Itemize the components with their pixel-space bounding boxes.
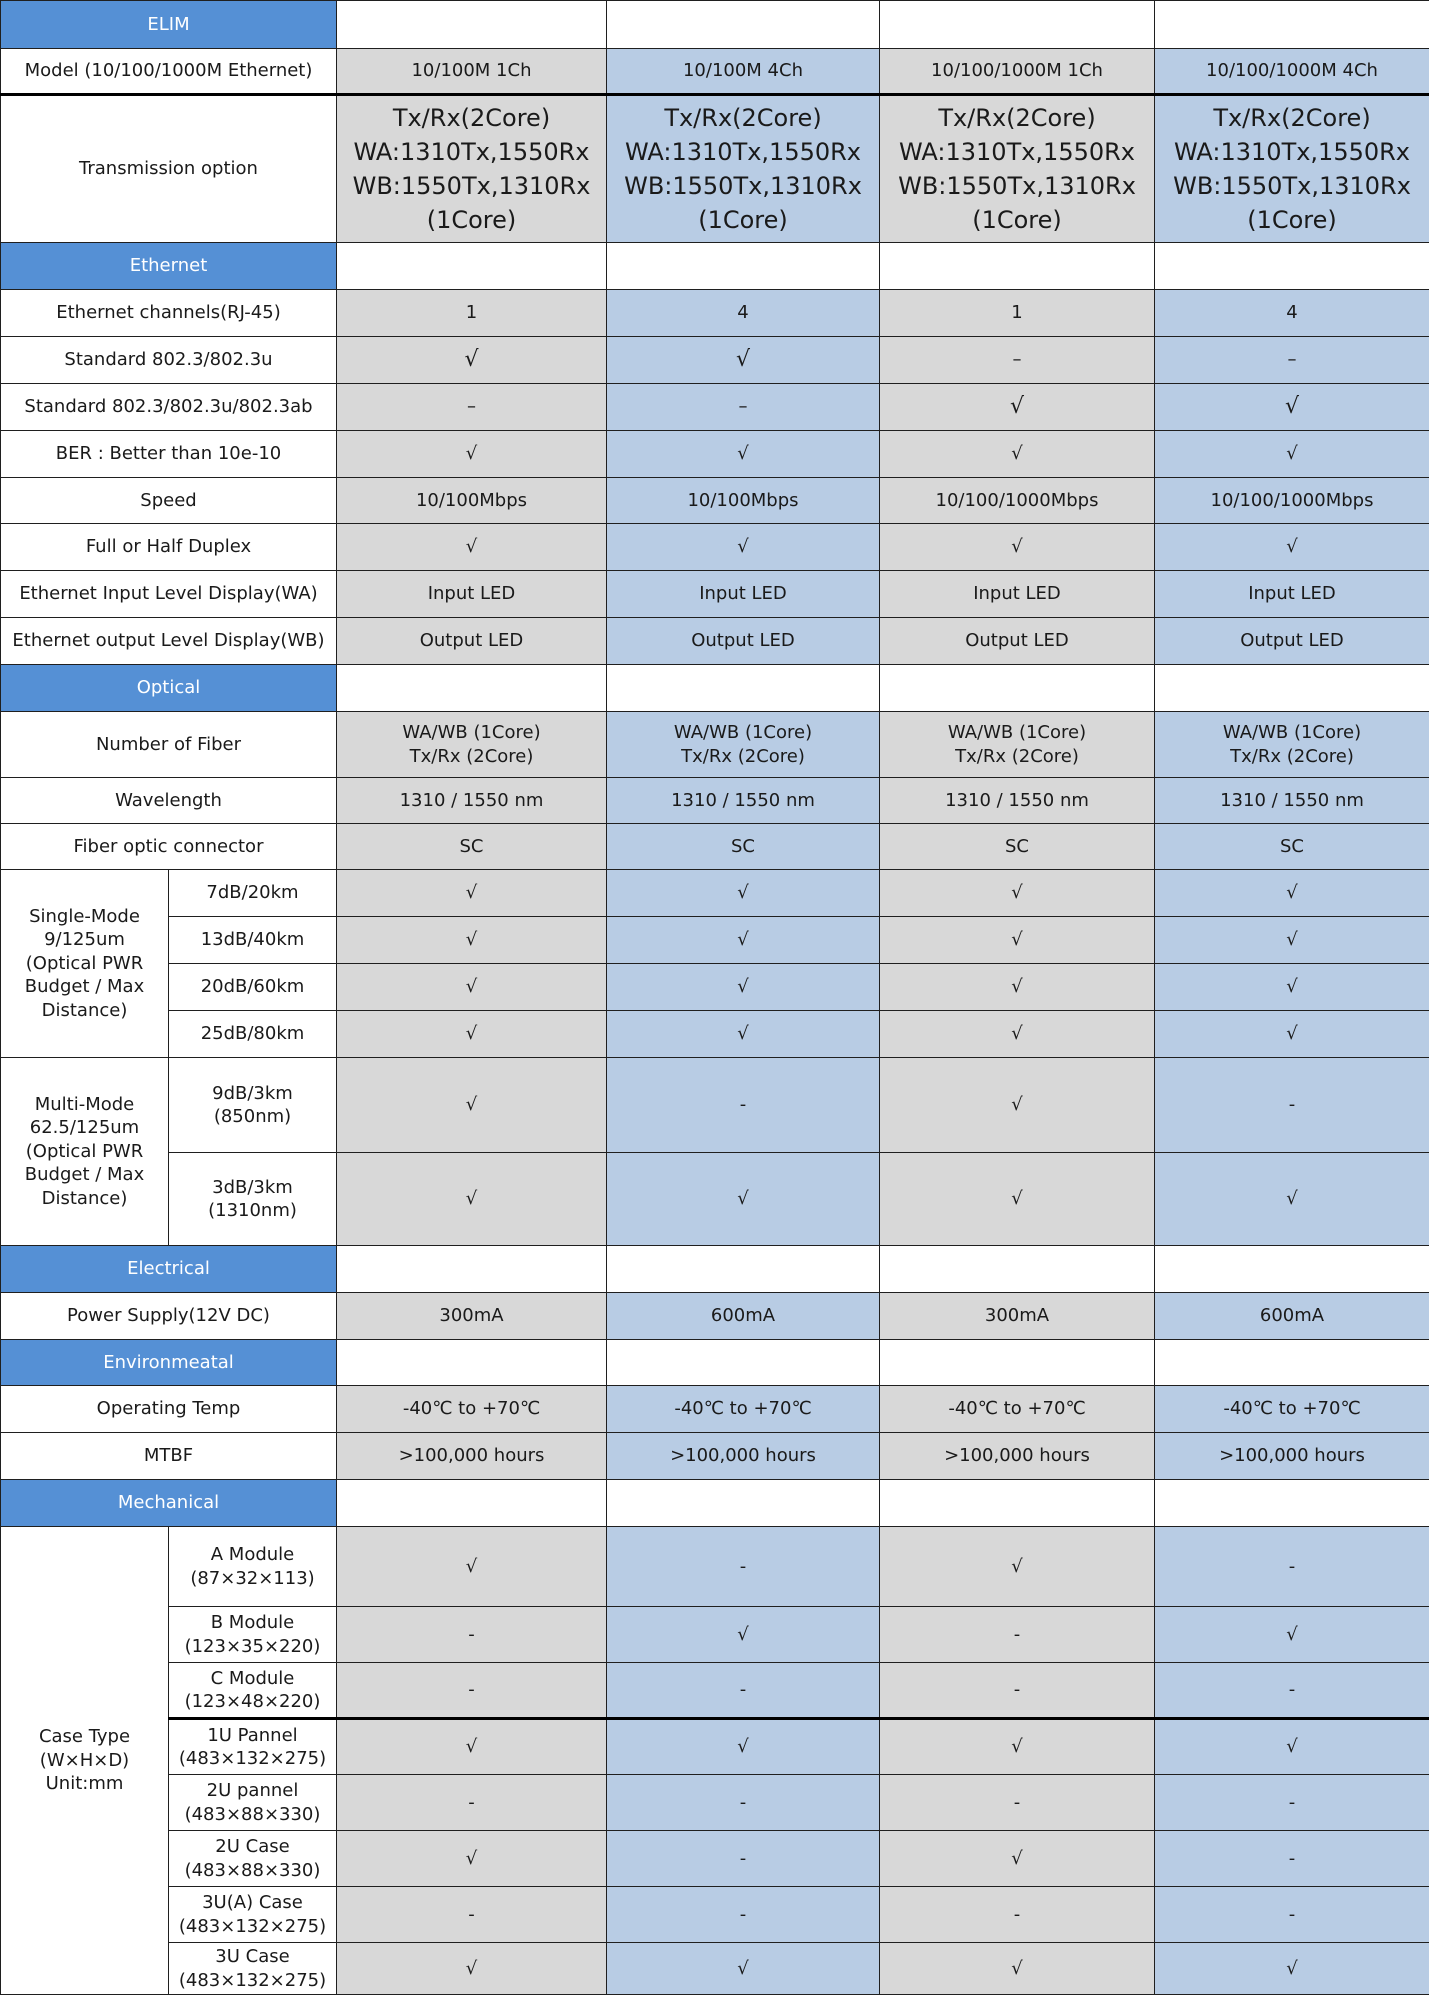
value-cell: >100,000 hours: [1155, 1433, 1429, 1480]
sub-label: B Module (123×35×220): [169, 1607, 337, 1663]
value-cell: -40℃ to +70℃: [1155, 1386, 1429, 1433]
value-cell: √: [1155, 1153, 1429, 1246]
row-label: Ethernet Input Level Display(WA): [1, 571, 337, 618]
value-cell: -: [880, 1775, 1155, 1831]
value-cell: √: [880, 384, 1155, 431]
value-cell: 10/100Mbps: [337, 478, 607, 524]
spec-row: [1, 1607, 1429, 1663]
value-cell: >100,000 hours: [607, 1433, 880, 1480]
value-cell: √: [337, 1719, 607, 1775]
value-cell: √: [607, 1153, 880, 1246]
sub-label: 9dB/3km (850nm): [169, 1058, 337, 1153]
spec-row: [1, 778, 1429, 824]
model-col-header: 10/100M 4Ch: [607, 49, 880, 95]
value-cell: Output LED: [607, 618, 880, 665]
value-cell: √: [880, 917, 1155, 964]
value-cell: SC: [607, 824, 880, 870]
value-cell: -: [607, 1663, 880, 1719]
spec-row: [1, 824, 1429, 870]
spec-row: [1, 618, 1429, 665]
value-cell: 4: [607, 290, 880, 337]
value-cell: WA/WB (1Core) Tx/Rx (2Core): [607, 712, 880, 778]
value-cell: √: [607, 337, 880, 384]
value-cell: Input LED: [1155, 571, 1429, 618]
value-cell: √: [337, 964, 607, 1011]
value-cell: √: [1155, 1607, 1429, 1663]
sub-label: 13dB/40km: [169, 917, 337, 964]
value-cell: √: [880, 1943, 1155, 1995]
model-col-header: 10/100/1000M 4Ch: [1155, 49, 1429, 95]
value-cell: Tx/Rx(2Core) WA:1310Tx,1550Rx WB:1550Tx,1310Rx (1Core): [337, 95, 607, 243]
spec-row: [1, 917, 1429, 964]
value-cell: -: [1155, 1527, 1429, 1607]
value-cell: √: [337, 1831, 607, 1887]
value-cell: √: [880, 1831, 1155, 1887]
value-cell: 4: [1155, 290, 1429, 337]
row-label: Ethernet output Level Display(WB): [1, 618, 337, 665]
spec-row: [1, 1293, 1429, 1340]
value-cell: –: [607, 384, 880, 431]
spec-row: [1, 1831, 1429, 1887]
value-cell: –: [1155, 337, 1429, 384]
value-cell: √: [880, 1719, 1155, 1775]
spec-row: [1, 1527, 1429, 1607]
value-cell: WA/WB (1Core) Tx/Rx (2Core): [880, 712, 1155, 778]
row-label: MTBF: [1, 1433, 337, 1480]
value-cell: √: [337, 1011, 607, 1058]
value-cell: Input LED: [880, 571, 1155, 618]
sub-label: C Module (123×48×220): [169, 1663, 337, 1719]
value-cell: √: [607, 964, 880, 1011]
value-cell: -: [880, 1607, 1155, 1663]
sub-label: 25dB/80km: [169, 1011, 337, 1058]
value-cell: -: [1155, 1831, 1429, 1887]
row-label: BER : Better than 10e-10: [1, 431, 337, 478]
value-cell: √: [1155, 1719, 1429, 1775]
spec-row: [1, 1775, 1429, 1831]
row-label: Transmission option: [1, 95, 337, 243]
group-label-case-type: Case Type (W×H×D) Unit:mm: [1, 1527, 169, 1995]
value-cell: -: [607, 1831, 880, 1887]
value-cell: -: [1155, 1058, 1429, 1153]
value-cell: -: [607, 1775, 880, 1831]
row-label: Ethernet channels(RJ-45): [1, 290, 337, 337]
sub-label: 2U Case (483×88×330): [169, 1831, 337, 1887]
value-cell: √: [337, 870, 607, 917]
value-cell: Output LED: [880, 618, 1155, 665]
value-cell: Input LED: [337, 571, 607, 618]
value-cell: –: [880, 337, 1155, 384]
value-cell: Tx/Rx(2Core) WA:1310Tx,1550Rx WB:1550Tx,1310Rx (1Core): [880, 95, 1155, 243]
value-cell: √: [1155, 1943, 1429, 1995]
value-cell: Tx/Rx(2Core) WA:1310Tx,1550Rx WB:1550Tx,1310Rx (1Core): [1155, 95, 1429, 243]
value-cell: Output LED: [337, 618, 607, 665]
value-cell: √: [880, 431, 1155, 478]
value-cell: -40℃ to +70℃: [337, 1386, 607, 1433]
spec-row: [1, 290, 1429, 337]
value-cell: -: [337, 1887, 607, 1943]
spec-row: [1, 1719, 1429, 1775]
value-cell: √: [607, 870, 880, 917]
sub-label: 20dB/60km: [169, 964, 337, 1011]
value-cell: -: [607, 1527, 880, 1607]
value-cell: 600mA: [607, 1293, 880, 1340]
value-cell: WA/WB (1Core) Tx/Rx (2Core): [1155, 712, 1429, 778]
row-label: Full or Half Duplex: [1, 524, 337, 571]
value-cell: √: [1155, 870, 1429, 917]
value-cell: SC: [880, 824, 1155, 870]
row-label: Power Supply(12V DC): [1, 1293, 337, 1340]
value-cell: √: [607, 1719, 880, 1775]
value-cell: √: [337, 1527, 607, 1607]
section-header-mechanical: Mechanical: [1, 1480, 337, 1527]
value-cell: 300mA: [880, 1293, 1155, 1340]
value-cell: -40℃ to +70℃: [880, 1386, 1155, 1433]
value-cell: √: [880, 964, 1155, 1011]
value-cell: √: [1155, 1011, 1429, 1058]
sub-label: 2U pannel (483×88×330): [169, 1775, 337, 1831]
spec-row: [1, 1943, 1429, 1995]
spec-row: [1, 1433, 1429, 1480]
spec-row: [1, 1663, 1429, 1719]
spec-row: [1, 384, 1429, 431]
row-label: Model (10/100/1000M Ethernet): [1, 49, 337, 95]
row-label: Standard 802.3/802.3u/802.3ab: [1, 384, 337, 431]
row-label: Speed: [1, 478, 337, 524]
sub-label: 7dB/20km: [169, 870, 337, 917]
value-cell: √: [880, 1058, 1155, 1153]
value-cell: 1310 / 1550 nm: [880, 778, 1155, 824]
spec-row: [1, 964, 1429, 1011]
row-label: Number of Fiber: [1, 712, 337, 778]
group-label-multi-mode: Multi-Mode 62.5/125um (Optical PWR Budget / Max Distance): [1, 1058, 169, 1246]
spec-row: [1, 1058, 1429, 1153]
value-cell: -: [1155, 1887, 1429, 1943]
spec-row: [1, 524, 1429, 571]
value-cell: >100,000 hours: [880, 1433, 1155, 1480]
value-cell: 600mA: [1155, 1293, 1429, 1340]
spec-row: [1, 1011, 1429, 1058]
value-cell: Tx/Rx(2Core) WA:1310Tx,1550Rx WB:1550Tx,1310Rx (1Core): [607, 95, 880, 243]
value-cell: √: [337, 431, 607, 478]
value-cell: √: [337, 1943, 607, 1995]
value-cell: -: [880, 1663, 1155, 1719]
value-cell: 10/100/1000Mbps: [1155, 478, 1429, 524]
spec-row: [1, 478, 1429, 524]
value-cell: √: [1155, 917, 1429, 964]
sub-label: A Module (87×32×113): [169, 1527, 337, 1607]
row-label: Fiber optic connector: [1, 824, 337, 870]
sub-label: 3dB/3km (1310nm): [169, 1153, 337, 1246]
model-col-header: 10/100M 1Ch: [337, 49, 607, 95]
value-cell: >100,000 hours: [337, 1433, 607, 1480]
row-label: Operating Temp: [1, 1386, 337, 1433]
value-cell: √: [337, 1153, 607, 1246]
value-cell: 300mA: [337, 1293, 607, 1340]
value-cell: √: [880, 870, 1155, 917]
value-cell: -: [880, 1887, 1155, 1943]
value-cell: √: [607, 431, 880, 478]
value-cell: -: [337, 1775, 607, 1831]
sub-label: 3U(A) Case (483×132×275): [169, 1887, 337, 1943]
spec-row: [1, 1887, 1429, 1943]
value-cell: √: [1155, 524, 1429, 571]
value-cell: 10/100/1000Mbps: [880, 478, 1155, 524]
spec-row: [1, 571, 1429, 618]
value-cell: √: [1155, 384, 1429, 431]
spec-row: [1, 431, 1429, 478]
transmission-row: [1, 95, 1429, 243]
value-cell: –: [337, 384, 607, 431]
value-cell: √: [607, 1943, 880, 1995]
value-cell: 1310 / 1550 nm: [337, 778, 607, 824]
row-label: Wavelength: [1, 778, 337, 824]
value-cell: √: [880, 1153, 1155, 1246]
spec-row: [1, 712, 1429, 778]
value-cell: SC: [337, 824, 607, 870]
sub-label: 1U Pannel (483×132×275): [169, 1719, 337, 1775]
value-cell: √: [607, 524, 880, 571]
value-cell: 1: [337, 290, 607, 337]
section-header-electrical: Electrical: [1, 1246, 337, 1293]
spec-row: [1, 870, 1429, 917]
group-label-single-mode: Single-Mode 9/125um (Optical PWR Budget / Max Distance): [1, 870, 169, 1058]
value-cell: -: [1155, 1775, 1429, 1831]
value-cell: -: [607, 1887, 880, 1943]
model-col-header: 10/100/1000M 1Ch: [880, 49, 1155, 95]
value-cell: 10/100Mbps: [607, 478, 880, 524]
value-cell: √: [1155, 431, 1429, 478]
value-cell: √: [607, 917, 880, 964]
value-cell: √: [607, 1011, 880, 1058]
value-cell: WA/WB (1Core) Tx/Rx (2Core): [337, 712, 607, 778]
value-cell: SC: [1155, 824, 1429, 870]
value-cell: 1: [880, 290, 1155, 337]
model-row: [1, 49, 1429, 95]
value-cell: √: [337, 917, 607, 964]
spec-row: [1, 337, 1429, 384]
value-cell: 1310 / 1550 nm: [607, 778, 880, 824]
section-header-optical: Optical: [1, 665, 337, 712]
value-cell: √: [607, 1607, 880, 1663]
value-cell: √: [880, 1011, 1155, 1058]
section-header-ethernet: Ethernet: [1, 243, 337, 290]
value-cell: Input LED: [607, 571, 880, 618]
value-cell: √: [337, 524, 607, 571]
value-cell: √: [337, 337, 607, 384]
value-cell: √: [337, 1058, 607, 1153]
value-cell: Output LED: [1155, 618, 1429, 665]
value-cell: -: [607, 1058, 880, 1153]
spec-row: [1, 1386, 1429, 1433]
sub-label: 3U Case (483×132×275): [169, 1943, 337, 1995]
spec-row: [1, 1153, 1429, 1246]
section-header-environmental: Environmeatal: [1, 1340, 337, 1386]
value-cell: √: [880, 524, 1155, 571]
value-cell: √: [880, 1527, 1155, 1607]
value-cell: -: [337, 1663, 607, 1719]
value-cell: -40℃ to +70℃: [607, 1386, 880, 1433]
brand-title: ELIM: [1, 1, 337, 49]
value-cell: √: [1155, 964, 1429, 1011]
value-cell: -: [1155, 1663, 1429, 1719]
value-cell: 1310 / 1550 nm: [1155, 778, 1429, 824]
row-label: Standard 802.3/802.3u: [1, 337, 337, 384]
value-cell: -: [337, 1607, 607, 1663]
